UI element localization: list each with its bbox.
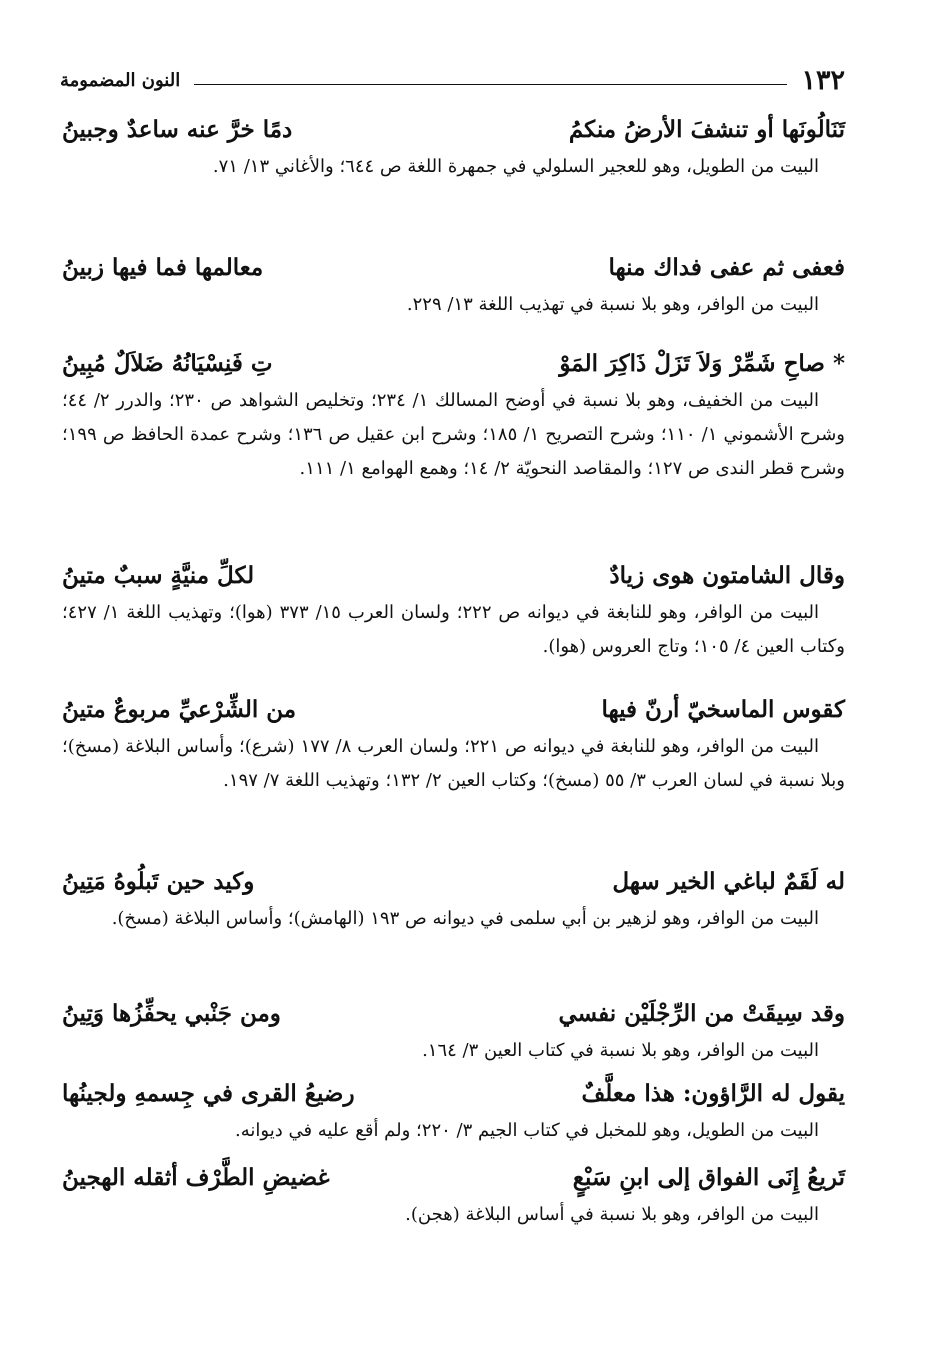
first-hemistich: له لَقَمٌ لباغي الخير سهل [612, 868, 845, 895]
citation-note: البيت من الوافر، وهو للنابغة في ديوانه ص ٢٢١؛ ولسان العرب ٨/ ١٧٧ (شرع)؛ وأساس البلاغة (مسخ)؛ وبلا نسبة في لسان العرب ٣/ ٥٥ (مسخ)؛ وكتاب العين ٢/ ١٣٢؛ وتهذيب اللغة ٧/ ١٩٧. [62, 735, 845, 791]
verse-entry [62, 112, 845, 250]
second-hemistich: وكيد حين تَبلُوهُ مَتِينُ [62, 868, 255, 895]
second-hemistich: رضيعُ القرى في جِسمهِ ولجينُها [62, 1080, 355, 1107]
first-hemistich: تَنَالُونَها أو تنشفَ الأرضُ منكمُ [568, 116, 845, 143]
first-hemistich: وقال الشامتون هوى زيادٌ [609, 562, 845, 589]
citation-note: البيت من الوافر، وهو لزهير بن أبي سلمى في ديوانه ص ١٩٣ (الهامش)؛ وأساس البلاغة (مسخ). [111, 907, 819, 929]
second-hemistich: تِ فَنِسْيَانُهُ ضَلاَلٌ مُبِينُ [62, 350, 273, 377]
page-content [62, 112, 845, 1260]
citation-note: البيت من الوافر، وهو بلا نسبة في كتاب العين ٣/ ١٦٤. [422, 1039, 819, 1061]
verse-entry [62, 996, 845, 1076]
verse-line [62, 692, 845, 728]
second-hemistich: لكلِّ منيَّةٍ سببٌ متينُ [62, 562, 255, 589]
first-hemistich: يقول له الرَّاؤون: هذا معلَّفٌ [581, 1080, 845, 1107]
verse-line [62, 1160, 845, 1196]
verse-entry [62, 1160, 845, 1260]
second-hemistich: من الشِّرْعيِّ مربوعٌ متينُ [62, 696, 297, 723]
verse-entry [62, 250, 845, 346]
second-hemistich: معالمها فما فيها زبينُ [62, 254, 264, 281]
second-hemistich: غضيضِ الطَّرْف أثقله الهجينُ [62, 1164, 330, 1191]
verse-line [62, 346, 845, 382]
verse-line [62, 112, 845, 148]
verse-entry [62, 692, 845, 864]
verse-line [62, 1076, 845, 1112]
first-hemistich: كقوس الماسخيّ أرنّ فيها [601, 696, 845, 723]
running-title: النون المضمومة [60, 69, 181, 91]
verse-line [62, 558, 845, 594]
citation-note: البيت من الوافر، وهو بلا نسبة في تهذيب اللغة ١٣/ ٢٢٩. [406, 293, 819, 315]
first-hemistich: فعفى ثم عفى فداك منها [608, 254, 845, 281]
verse-line [62, 864, 845, 900]
citation-note: البيت من الوافر، وهو بلا نسبة في أساس البلاغة (هجن). [405, 1203, 819, 1225]
citation-note: البيت من الطويل، وهو للمخبل في كتاب الجيم ٣/ ٢٢٠؛ ولم أقع عليه في ديوانه. [235, 1119, 819, 1141]
second-hemistich: دمًا خرَّ عنه ساعدٌ وجبينُ [62, 116, 293, 143]
header-rule [194, 84, 787, 85]
first-hemistich: تَريعُ إِنَى الفواق إلى ابنِ سَبْعٍ [572, 1164, 845, 1191]
verse-line [62, 250, 845, 286]
citation-note: البيت من الوافر، وهو للنابغة في ديوانه ص ٢٢٢؛ ولسان العرب ١٥/ ٣٧٣ (هوا)؛ وتهذيب اللغة ١/ ٤٢٧؛ وكتاب العين ٤/ ١٠٥؛ وتاج العروس (هوا). [62, 601, 845, 657]
first-hemistich: * صاحِ شَمِّرْ وَلاَ تَزَلْ ذَاكِرَ المَوْ [559, 350, 845, 377]
citation-note: البيت من الطويل، وهو للعجير السلولي في جمهرة اللغة ص ٦٤٤؛ والأغاني ١٣/ ٧١. [212, 155, 819, 177]
citation-note: البيت من الخفيف، وهو بلا نسبة في أوضح المسالك ١/ ٢٣٤؛ وتخليص الشواهد ص ٢٣٠؛ والدرر ٢/ ٤٤؛ وشرح الأشموني ١/ ١١٠؛ وشرح التصريح ١/ ١٨٥؛ وشرح ابن عقيل ص ١٣٦؛ وشرح عمدة الحافظ ص ١٩٩؛ وشرح قطر الندى ص ١٢٧؛ والمقاصد النحويّة ٢/ ١٤؛ وهمع الهوامع ١/ ١١١. [62, 389, 845, 480]
first-hemistich: وقد سِيقَتْ من الرِّجْلَيْن نفسي [558, 1000, 845, 1027]
page-number: ١٣٢ [801, 64, 845, 96]
verse-entry [62, 1076, 845, 1160]
page-header [60, 60, 845, 100]
verse-entry [62, 346, 845, 558]
verse-entry [62, 864, 845, 996]
verse-entry [62, 558, 845, 692]
verse-line [62, 996, 845, 1032]
second-hemistich: ومن جَنْبي يحفِّزُها وَتِينُ [62, 1000, 281, 1027]
